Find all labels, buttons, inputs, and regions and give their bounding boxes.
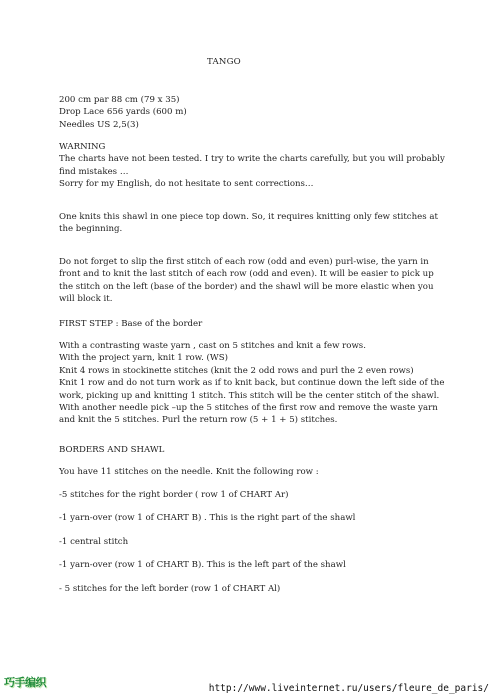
intro-line: the beginning. — [59, 224, 123, 235]
warning-line: find mistakes … — [59, 166, 129, 177]
warning-block — [59, 141, 459, 191]
instruction-line: and knit the 5 stitches. Purl the return row (5 + 1 + 5) stitches. — [59, 415, 338, 426]
row-item: -1 yarn-over (row 1 of CHART B) . This is the right part of the shawl — [59, 513, 356, 523]
instruction-line: With another needle pick –up the 5 stitches of the first row and remove the waste yarn — [59, 403, 438, 414]
warning-heading: WARNING — [59, 142, 106, 152]
row-item: -5 stitches for the right border ( row 1 of CHART Ar) — [59, 490, 289, 500]
row-item: -1 yarn-over (row 1 of CHART B). This is the left part of the shawl — [59, 560, 346, 570]
row-item: - 5 stitches for the left border (row 1 of CHART Al) — [59, 584, 281, 594]
borders-intro: You have 11 stitches on the needle. Knit the following row : — [59, 467, 319, 477]
specs-block — [59, 94, 459, 131]
watermark-url: http://www.liveinternet.ru/users/fleure_de_paris/ — [208, 683, 489, 694]
spec-needles: Needles US 2,5(3) — [59, 119, 139, 130]
spec-size: 200 cm par 88 cm (79 x 35) — [59, 95, 180, 105]
document-title: TANGO — [207, 57, 241, 67]
spec-yarn: Drop Lace 656 yards (600 m) — [59, 107, 187, 118]
watermark-logo: 巧手编织 — [4, 676, 46, 689]
intro-paragraph — [59, 211, 459, 236]
instruction-line: With a contrasting waste yarn , cast on 5 stitches and knit a few rows. — [59, 341, 366, 351]
slip-stitch-paragraph — [59, 256, 459, 306]
slip-line: Do not forget to slip the first stitch of each row (odd and even) purl-wise, the yarn in — [59, 257, 429, 267]
warning-line: The charts have not been tested. I try to write the charts carefully, but you will probably — [59, 154, 445, 165]
slip-line: front and to knit the last stitch of each row (odd and even). It will be easier to pick up — [59, 269, 434, 280]
intro-line: One knits this shawl in one piece top down. So, it requires knitting only few stitches at — [59, 212, 438, 222]
slip-line: the stitch on the left (base of the border) and the shawl will be more elastic when you — [59, 281, 434, 292]
borders-heading: BORDERS AND SHAWL — [59, 445, 165, 455]
first-step-instructions — [59, 340, 459, 427]
row-item: -1 central stitch — [59, 537, 129, 547]
instruction-line: With the project yarn, knit 1 row. (WS) — [59, 353, 228, 364]
instruction-line: work, picking up and knitting 1 stitch. This stitch will be the center stitch of the shawl. — [59, 390, 440, 401]
warning-line: Sorry for my English, do not hesitate to sent corrections… — [59, 179, 314, 190]
slip-line: will block it. — [59, 294, 113, 305]
instruction-line: Knit 4 rows in stockinette stitches (knit the 2 odd rows and purl the 2 even rows) — [59, 365, 414, 376]
instruction-line: Knit 1 row and do not turn work as if to knit back, but continue down the left side of the — [59, 378, 445, 389]
first-step-heading: FIRST STEP : Base of the border — [59, 319, 203, 329]
